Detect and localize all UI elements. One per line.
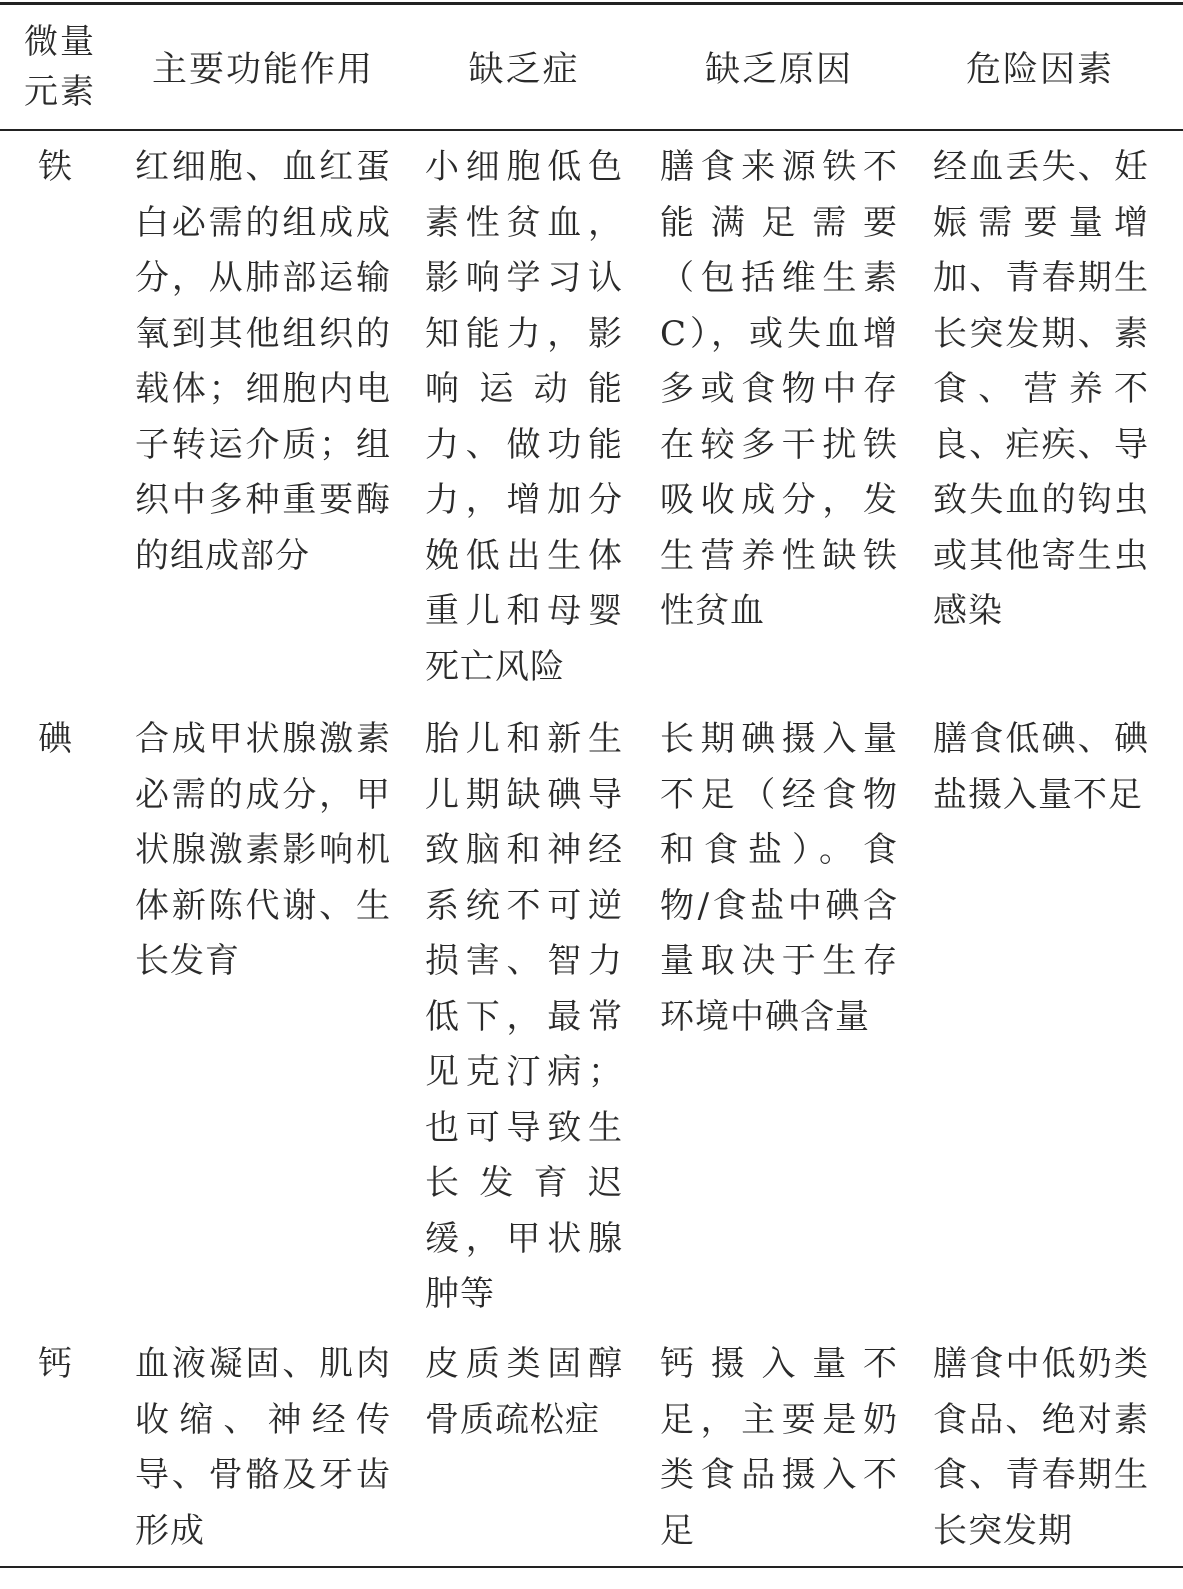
row-deficiency-cell: 皮质类固醇骨质疏松症: [425, 1344, 623, 1440]
row-element-cell: 钙: [38, 1344, 73, 1384]
row-deficiency-cell: 胎儿和新生儿期缺碘导致脑和神经系统不可逆损害、智力低下，最常见克汀病；也可导致生长发育迟缓，甲状腺肿等: [425, 719, 623, 1314]
row-risk-cell: 经血丢失、妊娠需要量增加、青春期生长突发期、素食、营养不良、疟疾、导致失血的钩虫或其他寄生虫感染: [933, 147, 1149, 631]
header-main-function: 主要功能作用: [151, 50, 374, 90]
row-element-cell: 碘: [38, 719, 73, 759]
table-bottom-rule: [0, 1566, 1183, 1568]
header-deficiency-cause: 缺乏原因: [704, 50, 853, 90]
header-trace-element-line2: 元素: [24, 72, 96, 112]
row-function-cell: 合成甲状腺激素必需的成分，甲状腺激素影响机体新陈代谢、生长发育: [135, 719, 391, 981]
row-risk-cell: 膳食低碘、碘盐摄入量不足: [933, 719, 1149, 815]
row-risk-cell: 膳食中低奶类食品、绝对素食、青春期生长突发期: [933, 1344, 1149, 1551]
row-deficiency-cell: 小细胞低色素性贫血，影响学习认知能力，影响运动能力、做功能力，增加分娩低出生体重儿和母婴死亡风险: [425, 147, 623, 687]
header-trace-element: [18, 5, 102, 129]
header-risk-factors: 危险因素: [965, 50, 1114, 90]
row-function-cell: 血液凝固、肌肉收缩、神经传导、骨骼及牙齿形成: [135, 1344, 391, 1551]
row-element-cell: 铁: [38, 147, 73, 187]
header-deficiency-disease: 缺乏症: [468, 50, 580, 90]
row-function-cell: 红细胞、血红蛋白必需的组成成分，从肺部运输氧到其他组织的载体；细胞内电子转运介质；组织中多种重要酶的组成部分: [135, 147, 391, 576]
row-cause-cell: 膳食来源铁不能满足需要（包括维生素C），或失血增多或食物中存在较多干扰铁吸收成分，发生营养性缺铁性贫血: [660, 147, 898, 631]
header-trace-element-line1: 微量: [24, 22, 96, 62]
table-header-rule: [0, 129, 1183, 131]
row-cause-cell: 长期碘摄入量不足（经食物和食盐）。食物/食盐中碘含量取决于生存环境中碘含量: [660, 719, 898, 1037]
row-cause-cell: 钙摄入量不足，主要是奶类食品摄入不足: [660, 1344, 898, 1551]
